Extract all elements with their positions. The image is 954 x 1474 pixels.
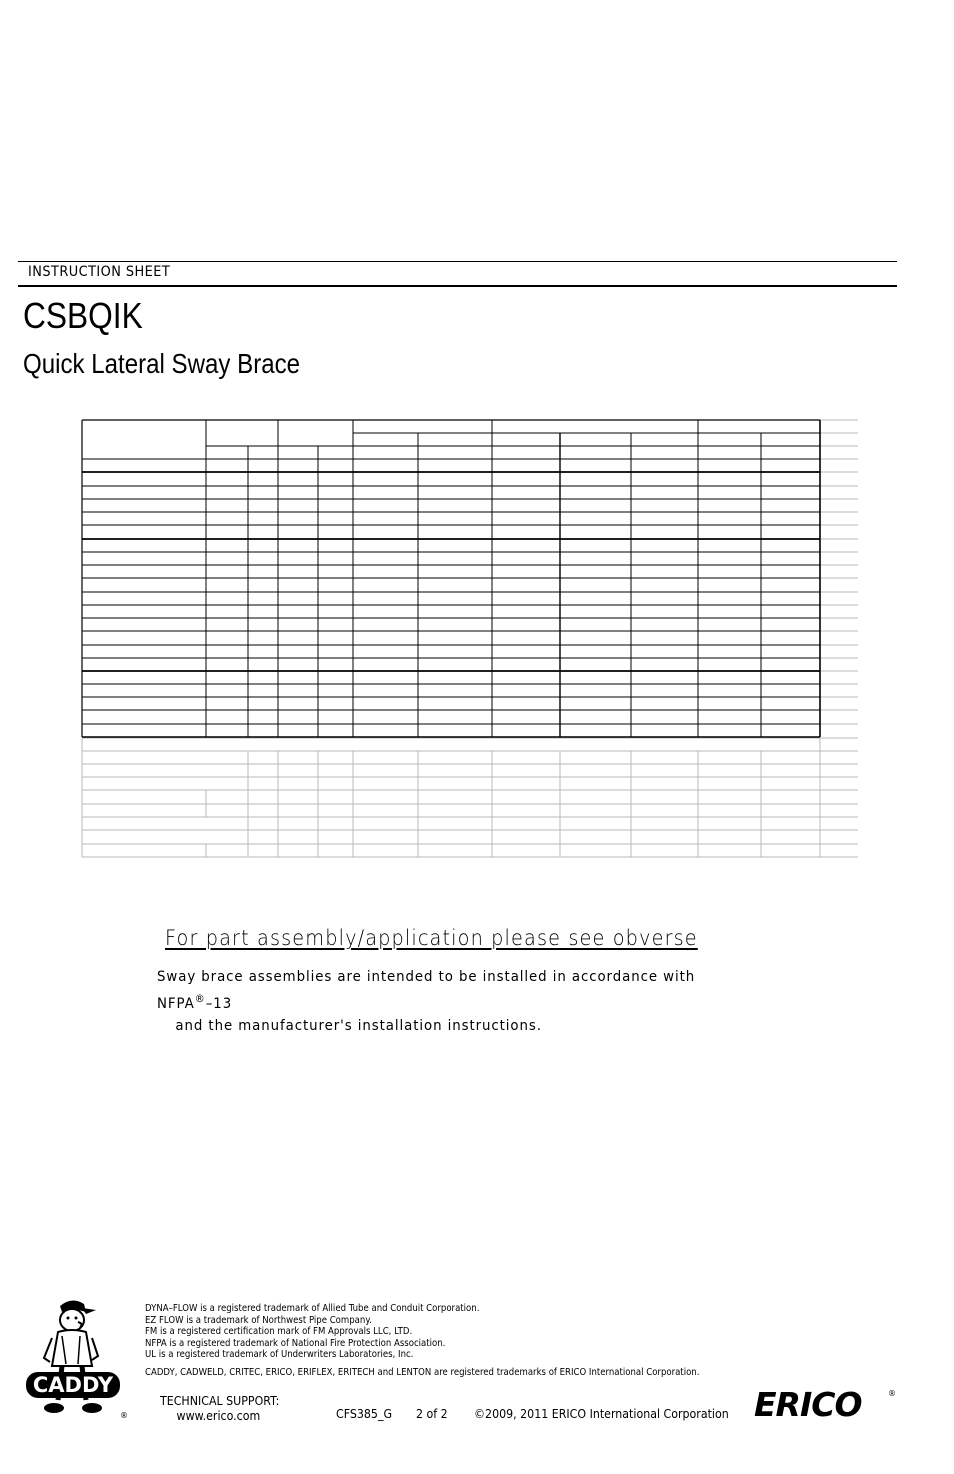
trademark-notices [145, 1303, 721, 1378]
svg-text:®: ® [888, 1389, 896, 1398]
installation-note-line1: Sway brace assemblies are intended to be installed in accordance with NFPA [157, 969, 696, 1012]
document-type-label: INSTRUCTION SHEET [28, 264, 171, 280]
svg-text:®: ® [120, 1411, 128, 1420]
trademark-line: DYNA–FLOW is a registered trademark of Allied Tube and Conduit Corporation. [145, 1303, 480, 1314]
document-code: CFS385_G [336, 1407, 393, 1421]
technical-support [160, 1394, 279, 1424]
trademark-erico-line: CADDY, CADWELD, CRITEC, ERICO, ERIFLEX, ERITECH and LENTON are registered trademarks of ERICO International Corporation. [145, 1366, 700, 1378]
page-title: CSBQIK [23, 295, 143, 336]
trademark-line: FM is a registered certification mark of FM Approvals LLC, LTD. [145, 1326, 413, 1337]
support-url-link[interactable]: www.erico.com [176, 1409, 261, 1423]
trademark-line: EZ FLOW is a trademark of Northwest Pipe Company. [145, 1314, 372, 1326]
erico-logo-text: ERICO [754, 1385, 862, 1424]
registered-mark: ® [194, 992, 206, 1005]
installation-note-line2: and the manufacturer's installation instructions. [175, 1017, 542, 1034]
page-subtitle: Quick Lateral Sway Brace [23, 348, 301, 379]
assembly-reference-link[interactable]: For part assembly/application please see obverse [165, 926, 698, 950]
caddy-logo-text: CADDY [32, 1373, 114, 1397]
support-label: TECHNICAL SUPPORT: [160, 1394, 280, 1408]
trademark-line: NFPA is a registered trademark of National Fire Protection Association. [145, 1337, 446, 1349]
installation-note [157, 966, 746, 1037]
trademark-line: UL is a registered trademark of Underwriters Laboratories, Inc. [145, 1349, 414, 1360]
installation-note-suffix: –13 [205, 995, 233, 1012]
erico-logo [752, 1385, 900, 1424]
page-number: 2 of 2 [416, 1407, 448, 1421]
caddy-logo [22, 1296, 126, 1420]
copyright-notice: ©2009, 2011 ERICO International Corporation [474, 1407, 729, 1421]
